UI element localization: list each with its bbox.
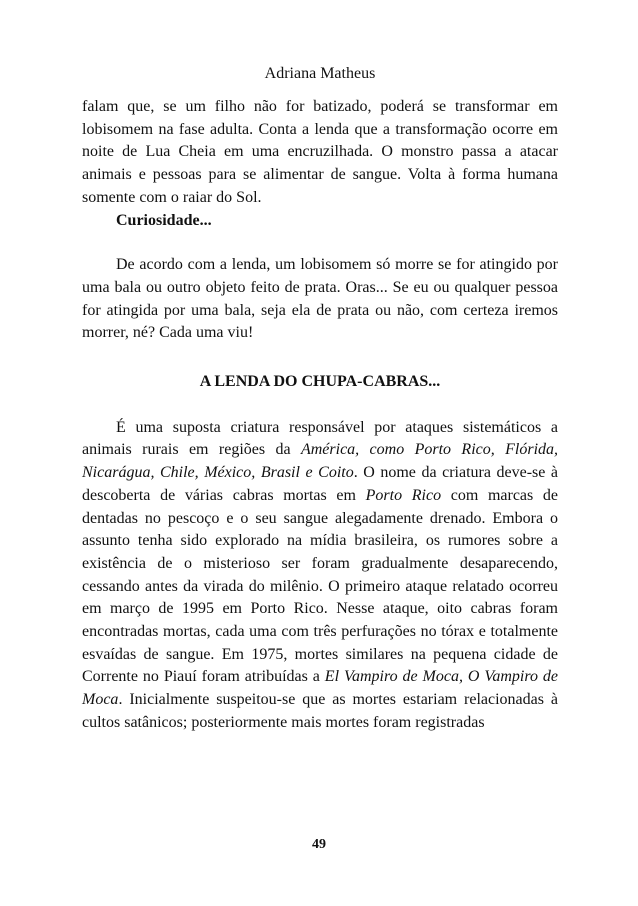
curiosity-paragraph: De acordo com a lenda, um lobisomem só morre se for atingido por uma bala ou outro objeto feito de prata. Oras... Se eu ou qualquer pessoa for atingida por uma bala, seja ela de prata ou não, com certeza iremos morrer, né? Cada uma viu!: [82, 256, 558, 342]
chupacabras-text-2: . O nome da criatura deve-se à descoberta de várias cabras mortas em: [82, 464, 558, 504]
page-number: 49: [312, 837, 326, 852]
intro-paragraph: falam que, se um filho não for batizado, poderá se transformar em lobisomem na fase adulta. Conta a lenda que a transformação ocorre em noite de Lua Cheia em uma encruzilhada. O monstro passa a atacar animais e pessoas para se alimentar de sangue. Volta à forma humana somente com o raiar do Sol.: [82, 98, 558, 206]
section-title-chupacabras: A LENDA DO CHUPA-CABRAS...: [199, 373, 441, 391]
book-page: [82, 62, 558, 735]
chupacabras-text-3: com marcas de dentadas no pescoço e o seu sangue alegadamente drenado. Embora o assunto tenha sido explorado na mídia brasileira, os rumores sobre a existência de o misterioso ser foram gradualmente desaparecendo, cessando antes da virada do milênio. O primeiro ataque relatado ocorreu em março de 1995 em Porto Rico. Nesse ataque, oito cabras foram encontradas mortas, cada uma com três perfurações no tórax e totalmente esvaídas de sangue. Em 1975, mortes similares na pequena cidade de Corrente no Piauí foram atribuídas a: [82, 486, 559, 686]
chupacabras-paragraph: [82, 417, 558, 735]
chupacabras-italic-porto-rico: Porto Rico: [365, 486, 442, 504]
chupacabras-text-1: É uma suposta criatura responsável por ataques sistemáticos a animais rurais em regiões da: [82, 418, 558, 459]
chupacabras-italic-vampiro: El Vampiro de Moca, O Vampiro de Moca: [82, 668, 558, 709]
chupacabras-text-4: . Inicialmente suspeitou-se que as mortes estariam relacionadas à cultos satânicos; posteriormente mais mortes foram registradas: [82, 691, 558, 731]
curiosity-heading: Curiosidade...: [116, 211, 212, 229]
running-header-author: Adriana Matheus: [264, 65, 376, 82]
chupacabras-italic-places: América, como Porto Rico, Flórida, Nicarágua, Chile, México, Brasil e Coito: [82, 441, 559, 482]
